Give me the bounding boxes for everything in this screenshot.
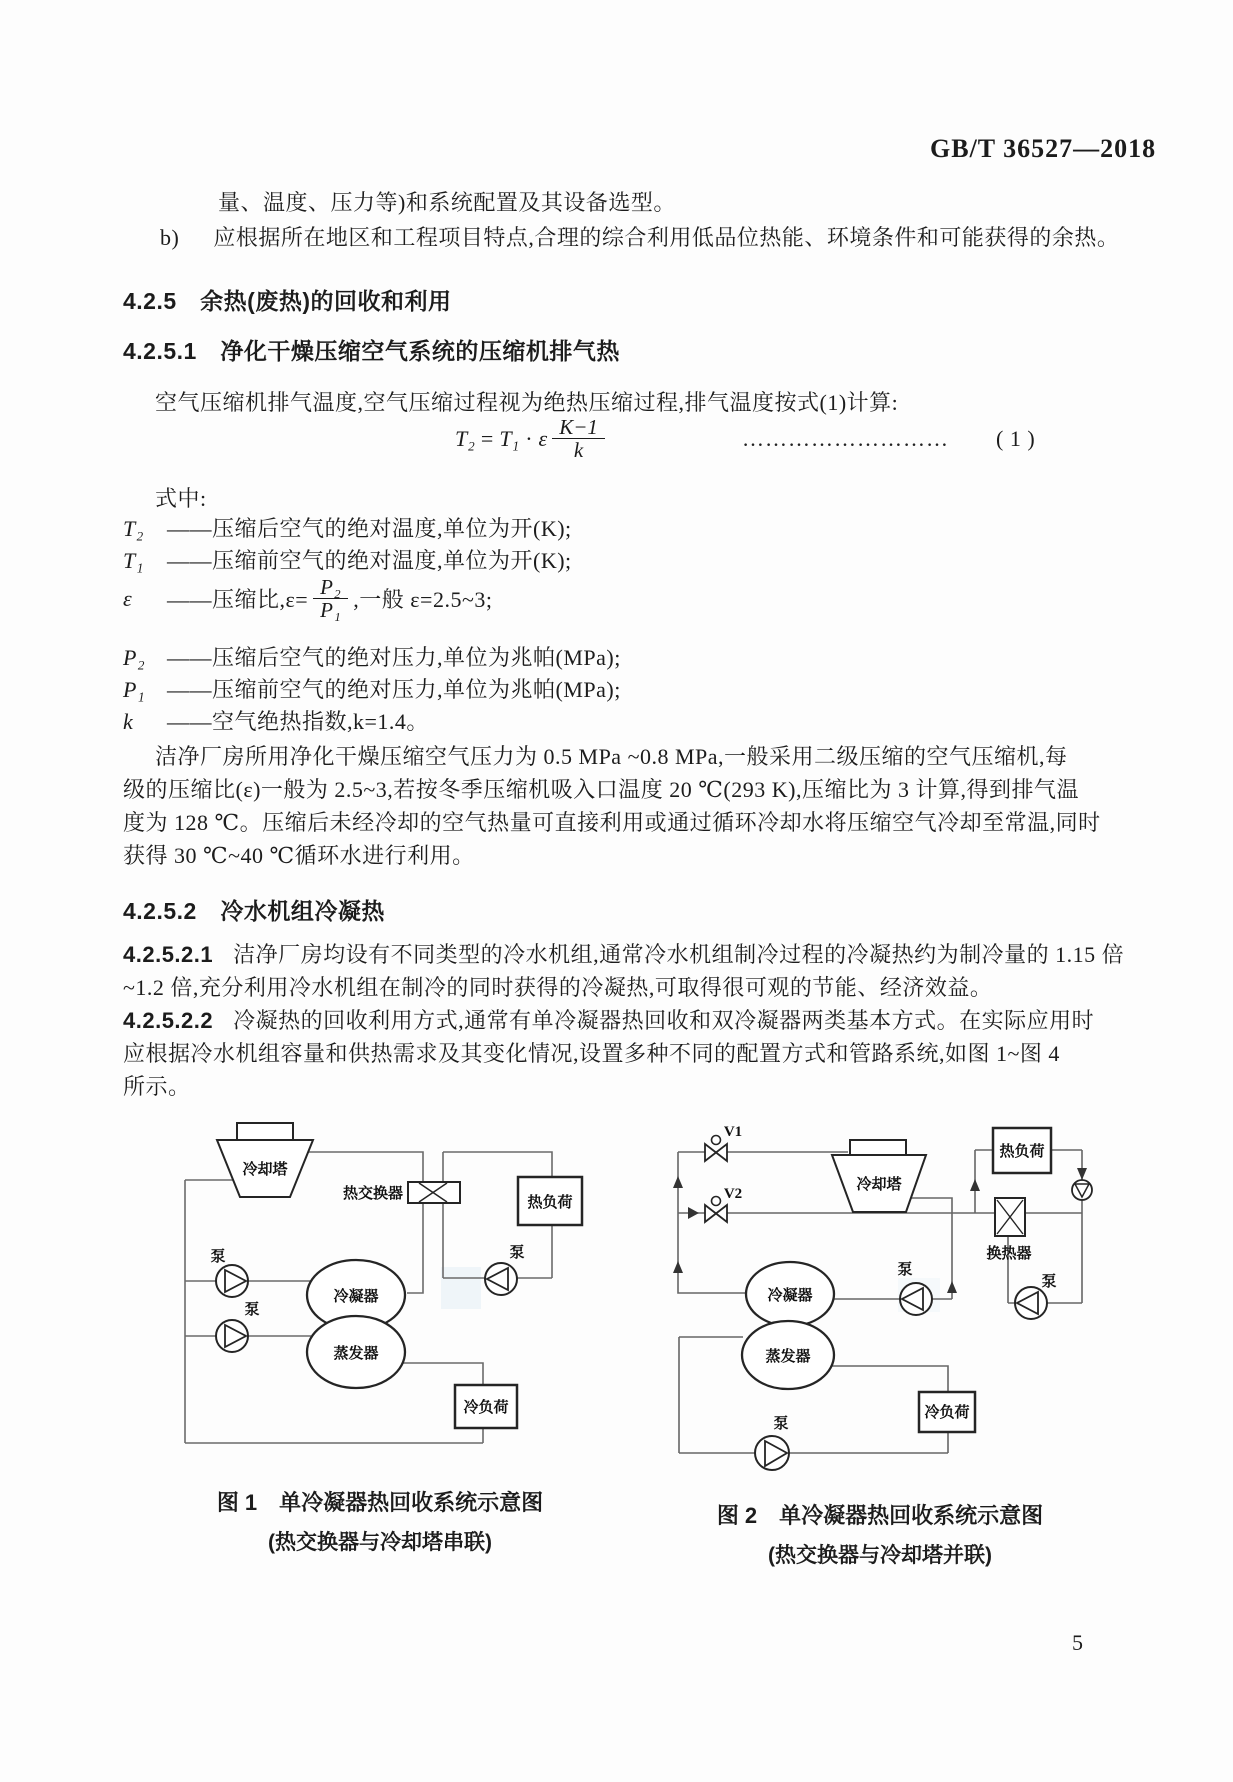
dot-leader: ……………………… — [742, 426, 949, 451]
figure2-caption: 图 2 单冷凝器热回收系统示意图 — [716, 1503, 1044, 1528]
multiply-dot: · — [525, 425, 533, 451]
fig2-chilled-pump-label: 泵 — [773, 1415, 789, 1432]
up-arrow — [970, 1179, 980, 1191]
definition-term: k — [123, 709, 134, 734]
fig2-valve-v2-stem — [712, 1197, 721, 1206]
fig2-valve-v2-label: V2 — [723, 1186, 743, 1202]
fig2-heat-exchanger-label: 换热器 — [986, 1245, 1032, 1262]
continuation-line: 量、温度、压力等)和系统配置及其设备选型。 — [218, 190, 676, 215]
definition-epsilon — [123, 576, 492, 621]
subsection-4-2-5-2-2-line: 所示。 — [123, 1074, 191, 1099]
exponent-fraction — [552, 416, 605, 461]
equation-number: ( 1 ) — [996, 426, 1036, 451]
scan-artifact — [441, 1267, 481, 1309]
subsection-4-2-5-2-1-line — [123, 938, 1124, 969]
subsection-number: 4.2.5.2.2 — [123, 1008, 214, 1033]
down-arrow — [1077, 1168, 1087, 1180]
definition-text: ——压缩前空气的绝对压力,单位为兆帕(MPa); — [167, 677, 621, 702]
definition-term: P₁ — [123, 677, 146, 702]
document-code: GB/T 36527—2018 — [930, 134, 1157, 163]
fig1-heat-load-label: 热负荷 — [527, 1194, 573, 1211]
fig1-cool-load-label: 冷负荷 — [463, 1399, 509, 1416]
fig2-condenser-pump — [900, 1283, 932, 1315]
definition-text: ——压缩前空气的绝对温度,单位为开(K); — [167, 548, 572, 573]
fig2-hx-pump-label: 泵 — [1041, 1273, 1057, 1290]
fraction-denominator: P₁ — [320, 598, 342, 623]
fig2-chilled-pump — [755, 1436, 789, 1470]
definition-p2 — [123, 641, 621, 672]
fig2-valve-v1 — [705, 1144, 727, 1161]
fig1-pump3-label: 泵 — [509, 1244, 525, 1261]
fig2-condenser-label: 冷凝器 — [767, 1287, 813, 1304]
fig2-valve-v1-label: V1 — [723, 1124, 743, 1140]
fig1-pump2-label: 泵 — [244, 1301, 260, 1318]
fig1-heatload-supply-pipe — [443, 1152, 552, 1177]
fig1-pump1-label: 泵 — [210, 1248, 226, 1265]
where-label: 式中: — [155, 486, 207, 511]
equation-t1: T₁ — [499, 425, 520, 451]
fraction-denominator: k — [573, 438, 584, 463]
fraction-numerator: K−1 — [552, 416, 605, 439]
fig1-condenser-label: 冷凝器 — [333, 1288, 379, 1305]
fig2-left-riser-pipe — [678, 1152, 747, 1293]
fig1-evaporator-supply-pipe — [401, 1363, 483, 1385]
pressure-ratio-fraction — [313, 576, 348, 621]
equation-lhs: T₂ — [455, 425, 475, 451]
fig2-valve-v1-stem — [712, 1136, 721, 1145]
fig1-pump3 — [485, 1263, 517, 1295]
definition-term: T₂ — [123, 516, 144, 541]
fig2-cooling-tower-label: 冷却塔 — [856, 1176, 902, 1193]
fig2-valve-v2 — [705, 1205, 727, 1222]
subsection-4-2-5-2-1-line: ~1.2 倍,充分利用冷水机组在制冷的同时获得的冷凝热,可取得很可观的节能、经济效益。 — [123, 975, 993, 1000]
fig2-cooling-tower-fan — [850, 1140, 906, 1155]
fig2-hx-pump — [1015, 1287, 1047, 1319]
section-heading-4-2-5-1: 4.2.5.1 净化干燥压缩空气系统的压缩机排气热 — [123, 338, 620, 364]
paragraph-line: 洁净厂房所用净化干燥压缩空气压力为 0.5 MPa ~0.8 MPa,一般采用二级压缩的空气压缩机,每 — [155, 744, 1068, 769]
definition-text: ——压缩后空气的绝对压力,单位为兆帕(MPa); — [167, 645, 621, 670]
fig2-evaporator-supply-pipe — [830, 1366, 948, 1392]
definition-k — [123, 705, 429, 736]
definition-p1 — [123, 673, 621, 704]
subsection-4-2-5-2-2-line — [123, 1004, 1094, 1035]
fig2-cool-load-label: 冷负荷 — [924, 1404, 970, 1421]
subsection-text: 洁净厂房均设有不同类型的冷水机组,通常冷水机组制冷过程的冷凝热约为制冷量的 1.15 倍 — [233, 942, 1125, 967]
paragraph-line: 获得 30 ℃~40 ℃循环水进行利用。 — [123, 843, 475, 868]
definition-text: ——压缩后空气的绝对温度,单位为开(K); — [167, 516, 572, 541]
fraction-numerator: P₂ — [313, 576, 348, 599]
section-heading-4-2-5: 4.2.5 余热(废热)的回收和利用 — [123, 288, 452, 314]
up-arrow — [947, 1281, 957, 1293]
figure2-subcaption: (热交换器与冷却塔并联) — [768, 1544, 992, 1567]
list-item-b-text: 应根据所在地区和工程项目特点,合理的综合利用低品位热能、环境条件和可能获得的余热。 — [213, 225, 1120, 250]
page-number: 5 — [1072, 1630, 1083, 1655]
up-arrow — [673, 1176, 683, 1188]
definition-text: ——压缩比,ε= — [167, 587, 309, 613]
list-item-b-marker: b) — [160, 225, 180, 250]
figure1-subcaption: (热交换器与冷却塔串联) — [268, 1531, 492, 1554]
fig2-evaporator-label: 蒸发器 — [765, 1348, 811, 1365]
up-arrow — [673, 1261, 683, 1273]
definition-t1 — [123, 544, 572, 575]
fig2-condenser-pump-label: 泵 — [897, 1261, 913, 1278]
fig1-cooling-tower-label: 冷却塔 — [242, 1161, 288, 1178]
definition-term: P₂ — [123, 645, 146, 670]
subsection-4-2-5-2-2-line: 应根据冷水机组容量和供热需求及其变化情况,设置多种不同的配置方式和管路系统,如图 1~图 4 — [123, 1041, 1060, 1066]
equals-sign: = — [480, 425, 494, 451]
definition-text: ——空气绝热指数,k=1.4。 — [167, 709, 429, 734]
fig1-evaporator-label: 蒸发器 — [333, 1345, 379, 1362]
list-item-b — [160, 221, 1119, 252]
figures-1-and-2-diagrams — [0, 1085, 1233, 1485]
subsection-text: 冷凝热的回收利用方式,通常有单冷凝器热回收和双冷凝器两类基本方式。在实际应用时 — [233, 1008, 1095, 1033]
formula-intro-line: 空气压缩机排气温度,空气压缩过程视为绝热压缩过程,排气温度按式(1)计算: — [155, 390, 899, 415]
subsection-number: 4.2.5.2.1 — [123, 942, 214, 967]
section-heading-4-2-5-2: 4.2.5.2 冷水机组冷凝热 — [123, 898, 385, 924]
epsilon-symbol: ε — [538, 425, 548, 451]
fig1-pump2 — [216, 1320, 248, 1352]
fig1-pump1 — [216, 1265, 248, 1297]
figure1-caption: 图 1 单冷凝器热回收系统示意图 — [216, 1490, 544, 1515]
paragraph-line: 度为 128 ℃。压缩后未经冷却的空气热量可直接利用或通过循环冷却水将压缩空气冷却至常温,同时 — [123, 810, 1101, 835]
definition-t2 — [123, 512, 572, 543]
fig1-cooling-tower-fan — [237, 1123, 293, 1140]
definition-text: ,一般 ε=2.5~3; — [353, 587, 493, 613]
paragraph-line: 级的压缩比(ε)一般为 2.5~3,若按冬季压缩机吸入口温度 20 ℃(293 K),压缩比为 3 计算,得到排气温 — [123, 777, 1079, 802]
right-arrow — [688, 1207, 699, 1219]
fig2-heat-load-label: 热负荷 — [999, 1143, 1045, 1160]
equation-1 — [455, 416, 610, 461]
fig1-heat-exchanger-label: 热交换器 — [342, 1185, 403, 1202]
definition-term: ε — [123, 585, 133, 611]
definition-term: T₁ — [123, 548, 144, 573]
